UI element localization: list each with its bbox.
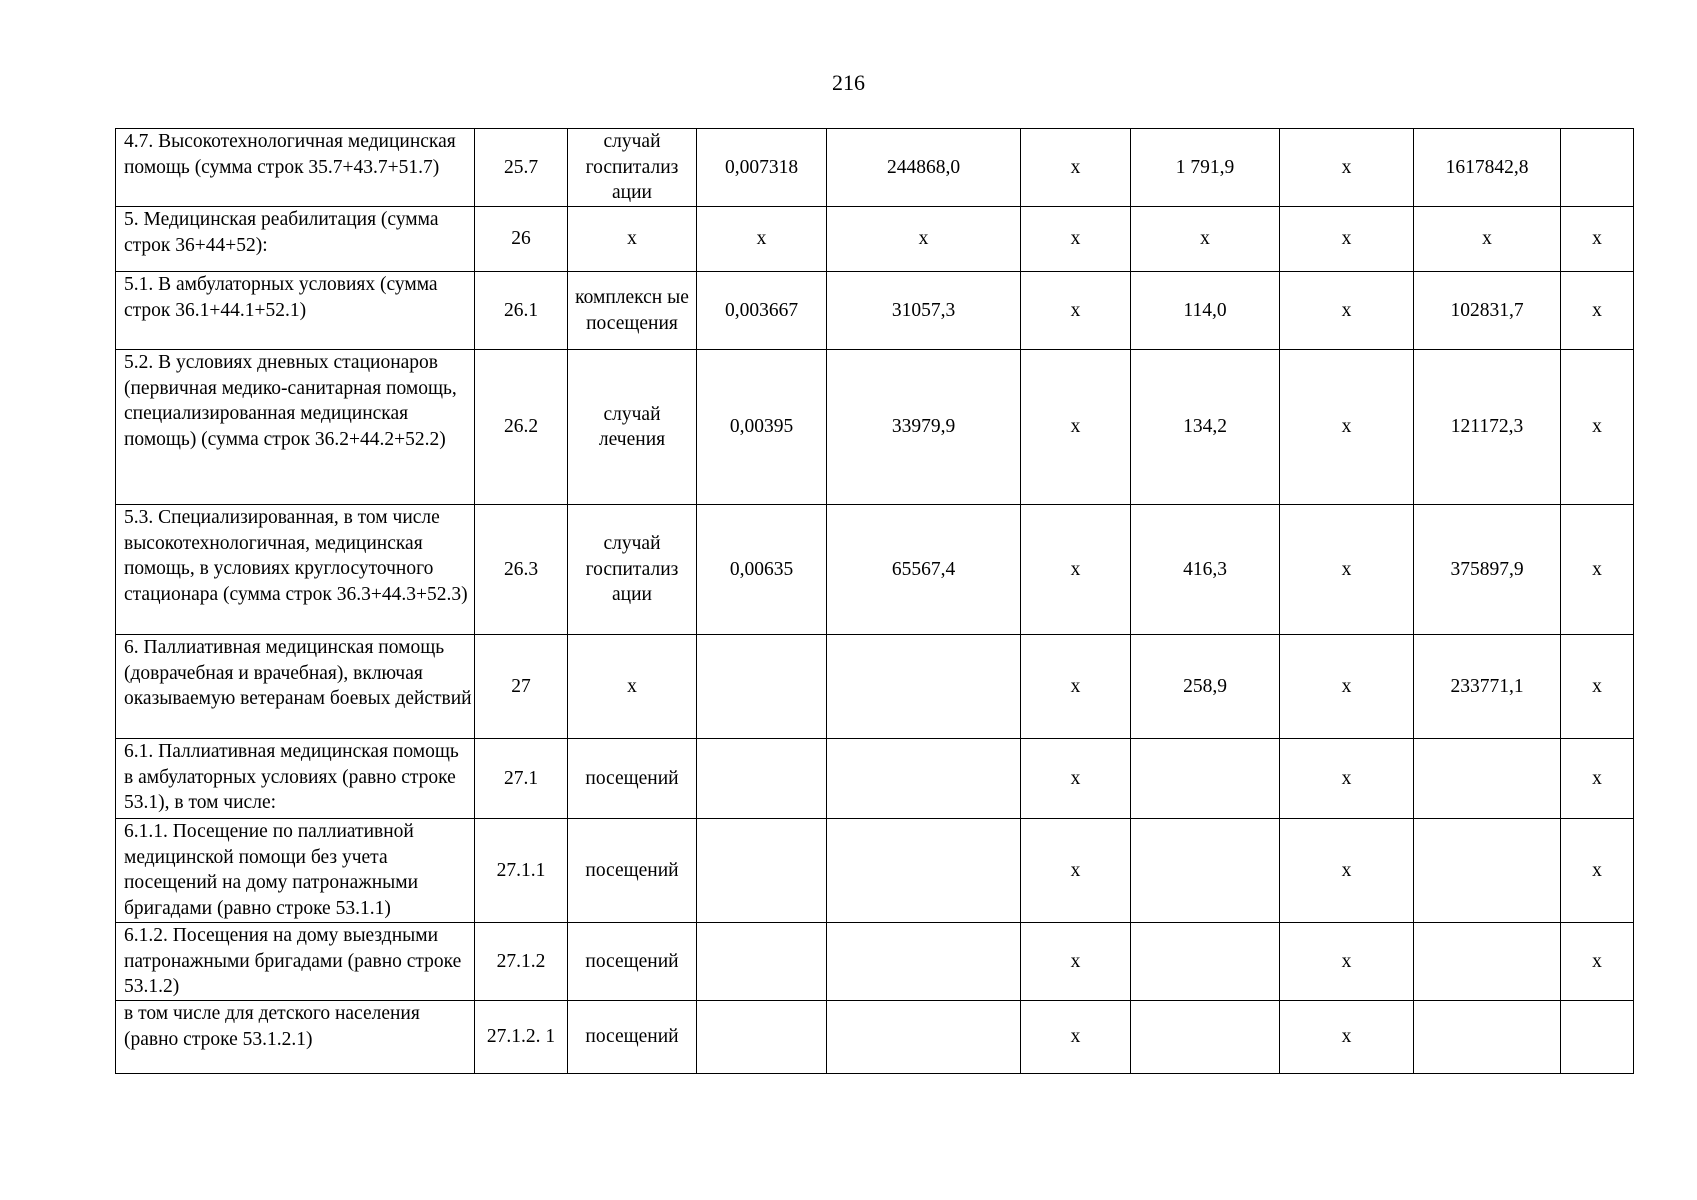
row-cell-4: 0,007318 <box>697 129 827 207</box>
row-code: 27.1 <box>475 739 568 819</box>
row-cell-6: х <box>1021 923 1131 1001</box>
row-cell-9: х <box>1414 207 1561 272</box>
row-code: 26 <box>475 207 568 272</box>
row-cell-4 <box>697 923 827 1001</box>
row-unit: посещений <box>568 923 697 1001</box>
row-code: 27.1.1 <box>475 819 568 923</box>
row-cell-4: х <box>697 207 827 272</box>
row-cell-7: 134,2 <box>1131 350 1280 505</box>
row-cell-4: 0,003667 <box>697 272 827 350</box>
row-cell-8: х <box>1280 1001 1414 1074</box>
row-cell-10 <box>1561 1001 1634 1074</box>
row-cell-6: х <box>1021 1001 1131 1074</box>
row-code: 26.1 <box>475 272 568 350</box>
row-cell-9 <box>1414 739 1561 819</box>
row-cell-8: х <box>1280 129 1414 207</box>
row-cell-6: х <box>1021 207 1131 272</box>
row-code: 26.2 <box>475 350 568 505</box>
table-row <box>116 819 1634 923</box>
row-unit: случай госпитализ ации <box>568 505 697 635</box>
table-row <box>116 272 1634 350</box>
row-cell-10: х <box>1561 819 1634 923</box>
row-cell-9: 121172,3 <box>1414 350 1561 505</box>
row-cell-7 <box>1131 923 1280 1001</box>
row-cell-5 <box>827 635 1021 739</box>
table-row <box>116 350 1634 505</box>
row-code: 27 <box>475 635 568 739</box>
row-unit: х <box>568 207 697 272</box>
row-cell-7 <box>1131 1001 1280 1074</box>
row-name: 4.7. Высокотехнологичная медицинская помощь (сумма строк 35.7+43.7+51.7) <box>116 129 475 207</box>
row-cell-9: 1617842,8 <box>1414 129 1561 207</box>
row-cell-8: х <box>1280 207 1414 272</box>
row-cell-5: 65567,4 <box>827 505 1021 635</box>
row-code: 27.1.2. 1 <box>475 1001 568 1074</box>
table-row <box>116 635 1634 739</box>
row-cell-5: 244868,0 <box>827 129 1021 207</box>
row-unit: посещений <box>568 1001 697 1074</box>
row-unit: х <box>568 635 697 739</box>
row-cell-10: х <box>1561 350 1634 505</box>
row-cell-8: х <box>1280 739 1414 819</box>
row-cell-9: 375897,9 <box>1414 505 1561 635</box>
row-cell-6: х <box>1021 350 1131 505</box>
row-cell-8: х <box>1280 819 1414 923</box>
row-unit: случай лечения <box>568 350 697 505</box>
row-name: 6.1.2. Посещения на дому выездными патронажными бригадами (равно строке 53.1.2) <box>116 923 475 1001</box>
table-row <box>116 1001 1634 1074</box>
row-cell-9 <box>1414 1001 1561 1074</box>
row-unit: посещений <box>568 819 697 923</box>
row-cell-10: х <box>1561 923 1634 1001</box>
row-cell-7 <box>1131 739 1280 819</box>
row-cell-8: х <box>1280 350 1414 505</box>
medical-care-table <box>115 128 1634 1074</box>
row-cell-9 <box>1414 923 1561 1001</box>
row-cell-10: х <box>1561 272 1634 350</box>
row-unit: посещений <box>568 739 697 819</box>
row-cell-7: х <box>1131 207 1280 272</box>
row-name: 5. Медицинская реабилитация (сумма строк 36+44+52): <box>116 207 475 272</box>
row-cell-7: 416,3 <box>1131 505 1280 635</box>
row-name: в том числе для детского населения (равно строке 53.1.2.1) <box>116 1001 475 1074</box>
table-row <box>116 207 1634 272</box>
row-cell-10: х <box>1561 635 1634 739</box>
table-row <box>116 739 1634 819</box>
row-cell-4 <box>697 819 827 923</box>
table-row <box>116 505 1634 635</box>
row-code: 27.1.2 <box>475 923 568 1001</box>
row-code: 26.3 <box>475 505 568 635</box>
row-cell-4: 0,00395 <box>697 350 827 505</box>
row-cell-7: 1 791,9 <box>1131 129 1280 207</box>
row-name: 6. Паллиативная медицинская помощь (доврачебная и врачебная), включая оказываемую ветеранам боевых действий <box>116 635 475 739</box>
row-name: 6.1.1. Посещение по паллиативной медицинской помощи без учета посещений на дому патронажными бригадами (равно строке 53.1.1) <box>116 819 475 923</box>
row-cell-6: х <box>1021 819 1131 923</box>
row-cell-8: х <box>1280 272 1414 350</box>
row-cell-5: х <box>827 207 1021 272</box>
row-cell-8: х <box>1280 635 1414 739</box>
row-cell-7: 258,9 <box>1131 635 1280 739</box>
row-cell-6: х <box>1021 635 1131 739</box>
row-code: 25.7 <box>475 129 568 207</box>
row-cell-6: х <box>1021 739 1131 819</box>
row-cell-4 <box>697 1001 827 1074</box>
table-body <box>116 129 1634 1074</box>
row-name: 5.1. В амбулаторных условиях (сумма строк 36.1+44.1+52.1) <box>116 272 475 350</box>
row-cell-8: х <box>1280 505 1414 635</box>
row-cell-10: х <box>1561 207 1634 272</box>
table-row <box>116 923 1634 1001</box>
row-cell-5 <box>827 923 1021 1001</box>
row-cell-5 <box>827 819 1021 923</box>
row-cell-8: х <box>1280 923 1414 1001</box>
row-cell-10: х <box>1561 739 1634 819</box>
row-name: 5.3. Специализированная, в том числе высокотехнологичная, медицинская помощь, в условиях круглосуточного стационара (сумма строк 36.3+44.3+52.3) <box>116 505 475 635</box>
row-unit: комплексн ые посещения <box>568 272 697 350</box>
row-cell-4 <box>697 635 827 739</box>
row-cell-6: х <box>1021 129 1131 207</box>
row-cell-6: х <box>1021 505 1131 635</box>
row-cell-5: 33979,9 <box>827 350 1021 505</box>
row-cell-5 <box>827 1001 1021 1074</box>
row-cell-7 <box>1131 819 1280 923</box>
row-cell-9: 102831,7 <box>1414 272 1561 350</box>
row-name: 5.2. В условиях дневных стационаров (первичная медико-санитарная помощь, специализированная медицинская помощь) (сумма строк 36.2+44.2+52.2) <box>116 350 475 505</box>
page-number: 216 <box>832 70 865 95</box>
row-cell-10 <box>1561 129 1634 207</box>
table-row <box>116 129 1634 207</box>
row-cell-4: 0,00635 <box>697 505 827 635</box>
row-cell-5 <box>827 739 1021 819</box>
row-cell-9 <box>1414 819 1561 923</box>
row-cell-6: х <box>1021 272 1131 350</box>
row-unit: случай госпитализ ации <box>568 129 697 207</box>
row-name: 6.1. Паллиативная медицинская помощь в амбулаторных условиях (равно строке 53.1), в том числе: <box>116 739 475 819</box>
row-cell-9: 233771,1 <box>1414 635 1561 739</box>
row-cell-4 <box>697 739 827 819</box>
row-cell-5: 31057,3 <box>827 272 1021 350</box>
row-cell-7: 114,0 <box>1131 272 1280 350</box>
row-cell-10: х <box>1561 505 1634 635</box>
